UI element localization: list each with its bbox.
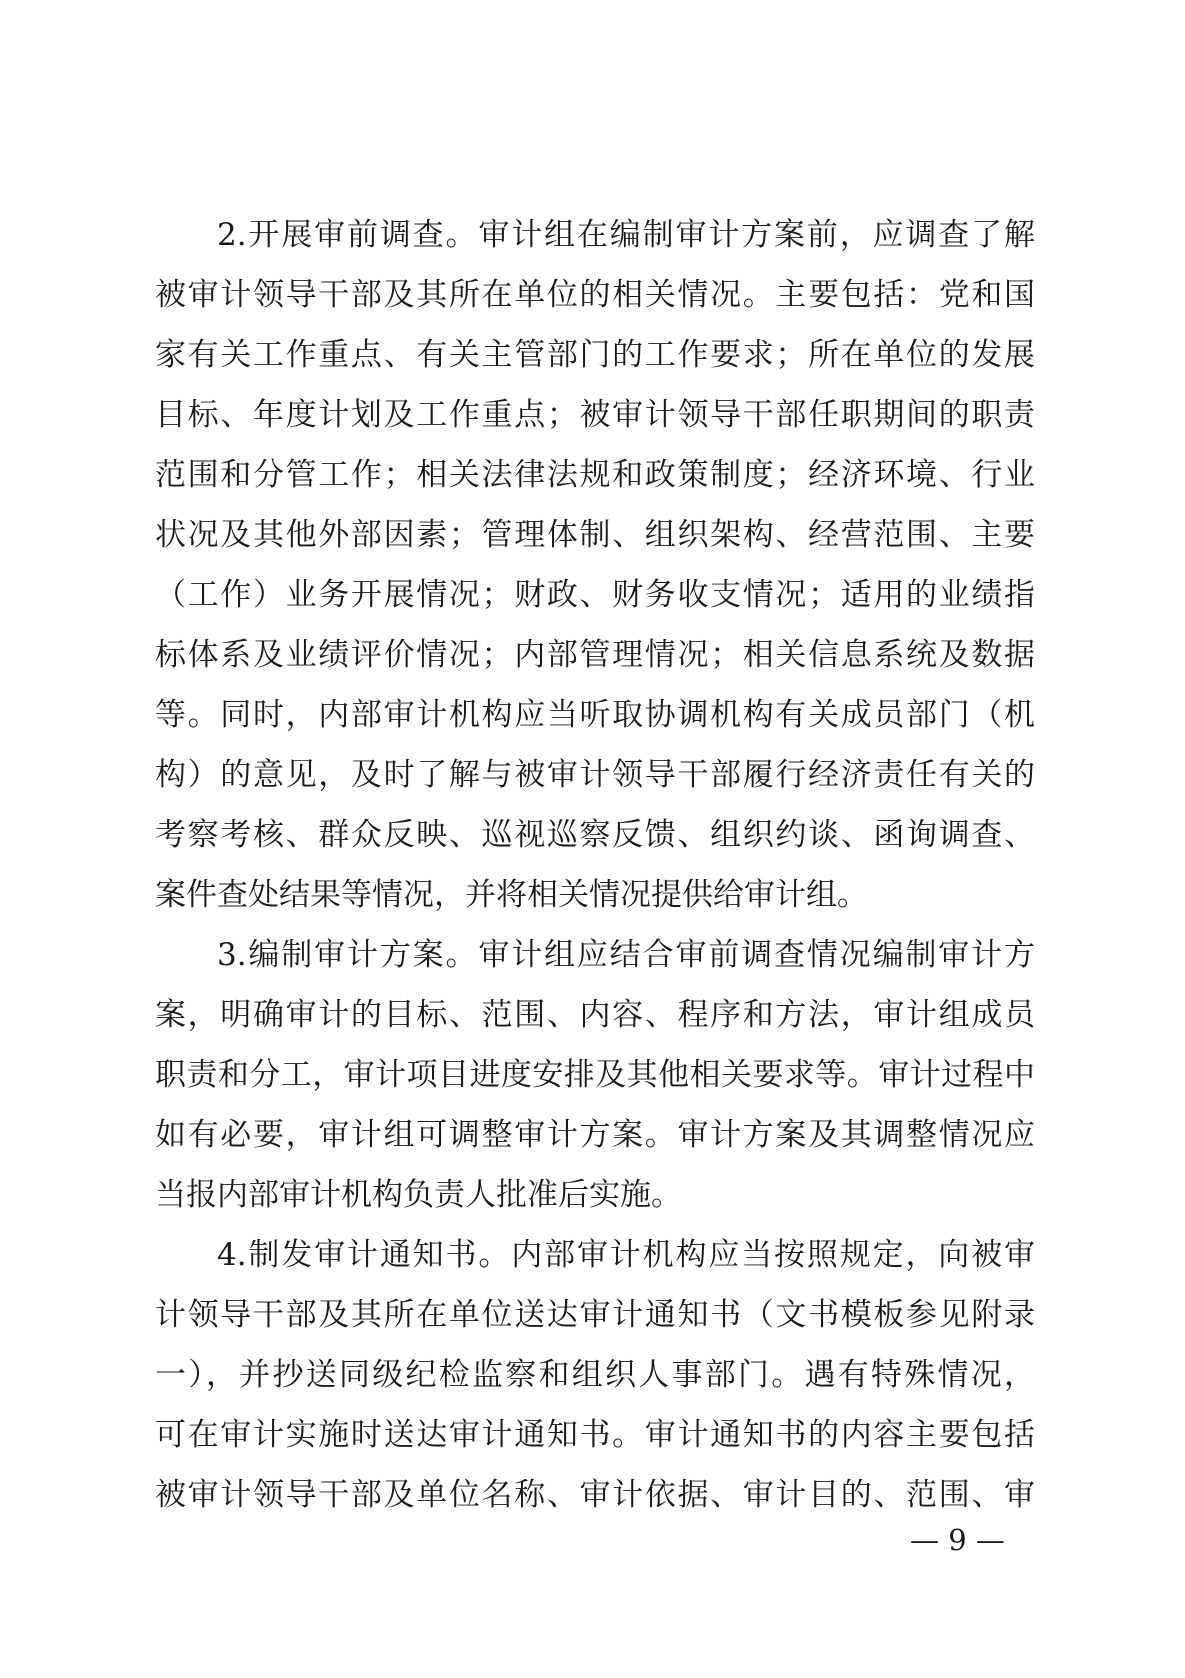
paragraph-2-line-9: 等。同时，内部审计机构应当听取协调机构有关成员部门（机 bbox=[155, 697, 1035, 733]
paragraph-4-line-1: 4.制发审计通知书。内部审计机构应当按照规定，向被审 bbox=[217, 1237, 1035, 1273]
page-number: — 9 — bbox=[910, 1523, 1005, 1557]
paragraph-3-line-4: 如有必要，审计组可调整审计方案。审计方案及其调整情况应 bbox=[155, 1117, 1035, 1153]
paragraph-2-line-6: 状况及其他外部因素；管理体制、组织架构、经营范围、主要 bbox=[155, 517, 1035, 553]
paragraph-2-line-10: 构）的意见，及时了解与被审计领导干部履行经济责任有关的 bbox=[155, 757, 1035, 793]
paragraph-4-line-5: 被审计领导干部及单位名称、审计依据、审计目的、范围、审 bbox=[155, 1477, 1035, 1513]
paragraph-3-line-2: 案，明确审计的目标、范围、内容、程序和方法，审计组成员 bbox=[155, 997, 1035, 1033]
paragraph-3-line-5: 当报内部审计机构负责人批准后实施。 bbox=[155, 1177, 682, 1213]
paragraph-2-line-1: 2.开展审前调查。审计组在编制审计方案前，应调查了解 bbox=[217, 217, 1035, 253]
paragraph-2-line-3: 家有关工作重点、有关主管部门的工作要求；所在单位的发展 bbox=[155, 337, 1035, 373]
paragraph-2-line-11: 考察考核、群众反映、巡视巡察反馈、组织约谈、函询调查、 bbox=[155, 817, 1035, 853]
paragraph-2-line-12: 案件查处结果等情况，并将相关情况提供给审计组。 bbox=[155, 877, 868, 913]
paragraph-2-line-4: 目标、年度计划及工作重点；被审计领导干部任职期间的职责 bbox=[155, 397, 1035, 433]
paragraph-4-line-2: 计领导干部及其所在单位送达审计通知书（文书模板参见附录 bbox=[155, 1297, 1035, 1333]
paragraph-2-line-5: 范围和分管工作；相关法律法规和政策制度；经济环境、行业 bbox=[155, 457, 1035, 493]
paragraph-4-line-3: 一），并抄送同级纪检监察和组织人事部门。遇有特殊情况， bbox=[155, 1357, 1035, 1393]
paragraph-4-line-4: 可在审计实施时送达审计通知书。审计通知书的内容主要包括 bbox=[155, 1417, 1035, 1453]
body-text bbox=[155, 205, 1035, 1525]
paragraph-3-line-3: 职责和分工，审计项目进度安排及其他相关要求等。审计过程中 bbox=[155, 1057, 1035, 1093]
paragraph-2-line-7: （工作）业务开展情况；财政、财务收支情况；适用的业绩指 bbox=[155, 577, 1035, 613]
paragraph-2-line-8: 标体系及业绩评价情况；内部管理情况；相关信息系统及数据 bbox=[155, 637, 1035, 673]
paragraph-3-line-1: 3.编制审计方案。审计组应结合审前调查情况编制审计方 bbox=[217, 937, 1035, 973]
paragraph-2-line-2: 被审计领导干部及其所在单位的相关情况。主要包括：党和国 bbox=[155, 277, 1035, 313]
